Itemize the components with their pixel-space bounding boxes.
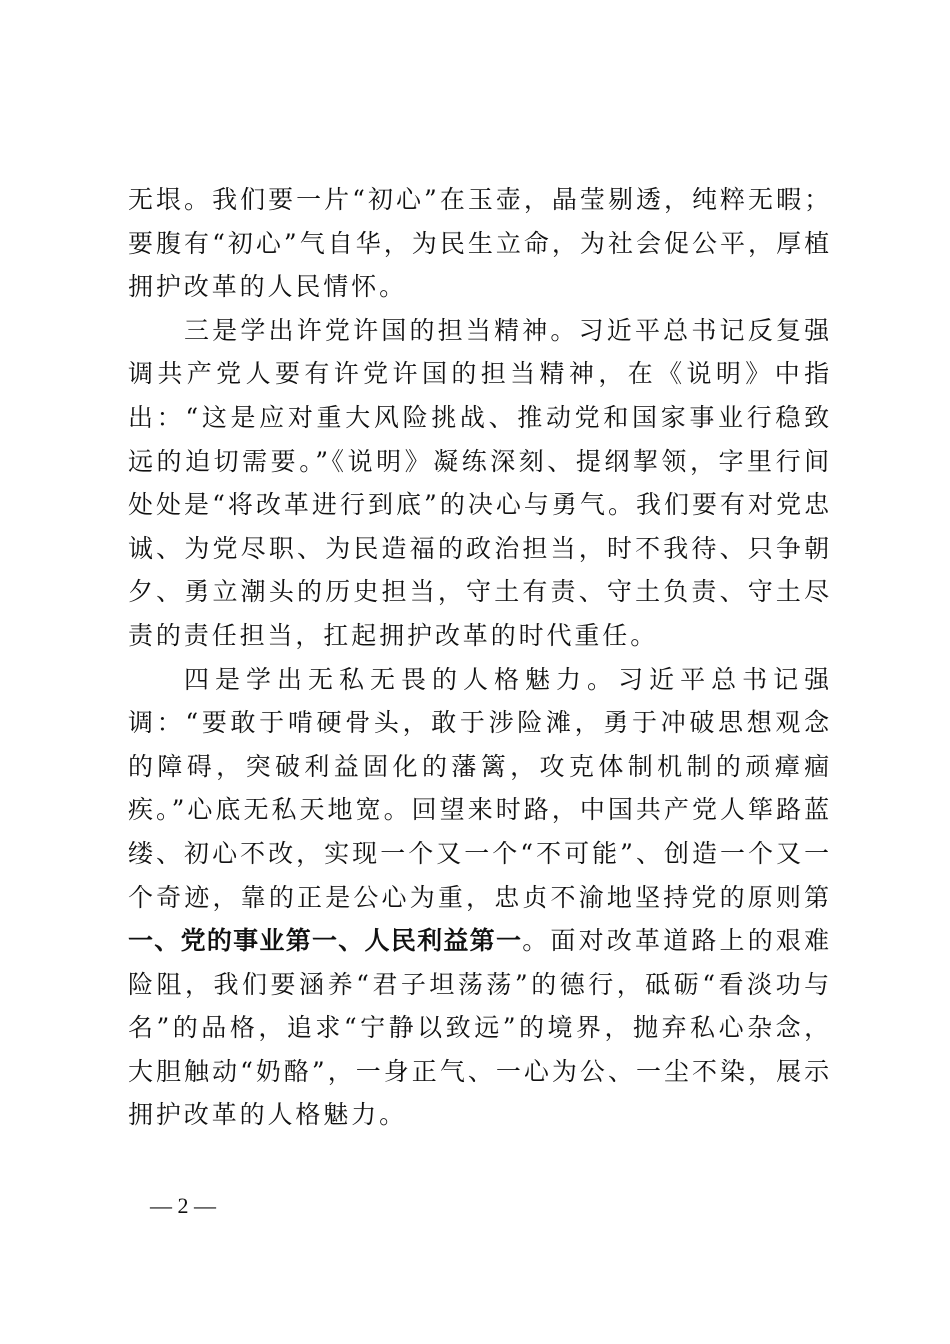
- paragraph-3-text-after: 。面对改革道路上的艰难险阻，我们要涵养“君子坦荡荡”的德行，砥砺“看淡功与名”的品格，追求“宁静以致远”的境界，抛弃私心杂念，大胆触动“奶酪”，一身正气、一心为公、一尘不染，展示拥护改革的人格魅力。: [128, 926, 832, 1130]
- page-number: — 2 —: [150, 1193, 216, 1218]
- paragraph-2: 三是学出许党许国的担当精神。习近平总书记反复强调共产党人要有许党许国的担当精神，在《说明》中指出：“这是应对重大风险挑战、推动党和国家事业行稳致远的迫切需要。”《说明》凝练深刻、提纲挈领，字里行间处处是“将改革进行到底”的决心与勇气。我们要有对党忠诚、为党尽职、为民造福的政治担当，时不我待、只争朝夕、勇立潮头的历史担当，守土有责、守土负责、守土尽责的责任担当，扛起拥护改革的时代重任。: [128, 315, 832, 650]
- paragraph-3-text-before: 四是学出无私无畏的人格魅力。习近平总书记强调：“要敢于啃硬骨头，敢于涉险滩，勇于冲破思想观念的障碍，突破利益固化的藩篱，攻克体制机制的顽瘴痼疾。”心底无私天地宽。回望来时路，中国共产党人筚路蓝缕、初心不改，实现一个又一个“不可能”、创造一个又一个奇迹，靠的正是公心为重，忠贞不渝地坚持党的原则第: [128, 664, 832, 912]
- paragraph-1: 无垠。我们要一片“初心”在玉壶，晶莹剔透，纯粹无暇；要腹有“初心”气自华，为民生立命，为社会促公平，厚植拥护改革的人民情怀。: [128, 185, 832, 302]
- document-body: [128, 178, 832, 1137]
- paragraph-3: [128, 658, 832, 1138]
- paragraph-3-bold-text: 一、党的事业第一、人民利益第一: [128, 926, 523, 956]
